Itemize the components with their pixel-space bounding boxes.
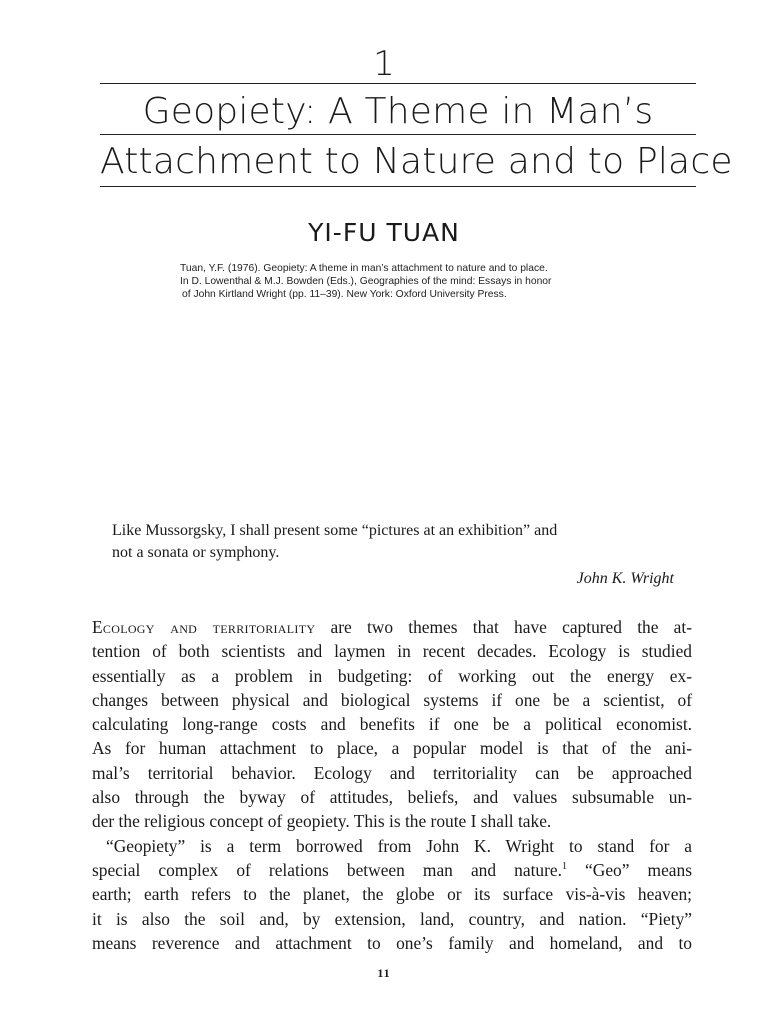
footnote-marker: 1 [561, 861, 567, 873]
body-line [92, 615, 692, 639]
chapter-title-line-1: Geopiety: A Theme in Man’s [142, 91, 654, 132]
body-line: calculating long-range costs and benefits if one be a political economist. [92, 714, 692, 735]
title-rule-bottom [100, 186, 696, 187]
citation-block [180, 262, 650, 301]
lead-in: Ecology and territoriality [92, 617, 316, 637]
body-line: changes between physical and biological systems if one be a scientist, of [92, 689, 692, 710]
body-line [92, 858, 692, 882]
body-line: also through the byway of attitudes, beliefs, and values subsumable un- [92, 787, 692, 808]
author-name: YI-FU TUAN [308, 218, 460, 247]
body-line: “Geopiety” is a term borrowed from John K. Wright to stand for a [106, 835, 692, 856]
epigraph-line: not a sonata or symphony. [112, 544, 280, 561]
body-line: earth; earth refers to the planet, the globe or its surface vis-à-vis heaven; [92, 884, 692, 905]
body-line-text: “Geo” means [566, 859, 692, 880]
page-number: 11 [377, 966, 391, 980]
citation-line: of John Kirtland Wright (pp. 11–39). New York: Oxford University Press. [182, 289, 507, 300]
chapter-title-line-2: Attachment to Nature and to Place [100, 141, 733, 182]
citation-line: In D. Lowenthal & M.J. Bowden (Eds.), Geographies of the mind: Essays in honor [180, 276, 552, 287]
body-line: essentially as a problem in budgeting: of working out the energy ex- [92, 665, 692, 686]
epigraph-attribution: John K. Wright [576, 570, 674, 587]
body-line: tention of both scientists and laymen in recent decades. Ecology is studied [92, 641, 692, 662]
epigraph-line: Like Mussorgsky, I shall present some “pictures at an exhibition” and [112, 522, 558, 539]
citation-line: Tuan, Y.F. (1976). Geopiety: A theme in man’s attachment to nature and to place. [180, 263, 548, 274]
body-line: der the religious concept of geopiety. This is the route I shall take. [92, 811, 552, 832]
body-line: it is also the soil and, by extension, land, country, and nation. “Piety” [92, 908, 692, 929]
body-line: mal’s territorial behavior. Ecology and territoriality can be approached [92, 762, 692, 783]
body-line-text: are two themes that have captured the at- [330, 617, 693, 637]
chapter-number: 1 [373, 44, 395, 84]
epigraph [112, 520, 682, 564]
title-rule-middle [100, 134, 696, 135]
title-rule-top [100, 83, 696, 84]
body-line-text: special complex of relations between man and nature. [92, 859, 562, 880]
body-text [92, 615, 692, 955]
body-line: means reverence and attachment to one’s family and homeland, and to [92, 932, 692, 953]
body-line: As for human attachment to place, a popular model is that of the ani- [92, 738, 692, 759]
